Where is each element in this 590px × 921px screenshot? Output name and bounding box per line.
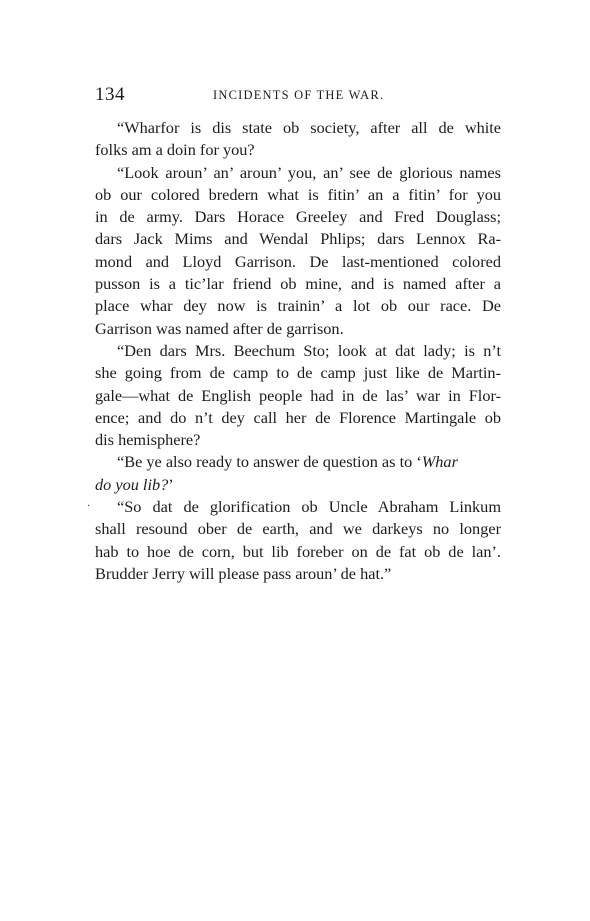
text-line: dars Jack Mims and Wendal Phlips; dars Lennox Ra- [95, 229, 501, 249]
paragraph [95, 117, 501, 162]
text-line: “So dat de glorification ob Uncle Abraham Linkum [117, 497, 501, 517]
text-line: dis hemisphere? [95, 430, 201, 450]
text-segment: ’ [168, 474, 174, 494]
running-title: INCIDENTS OF THE WAR. [213, 88, 385, 102]
text-line: mond and Lloyd Garrison. De last-mentioned colored [95, 251, 501, 271]
text-line: Garrison was named after de garrison. [95, 318, 344, 338]
text-line: hab to hoe de corn, but lib foreber on de fat ob de lan’. [95, 541, 501, 561]
text-line [95, 451, 501, 473]
text-line: gale—what de English people had in de las’ war in Flor- [95, 385, 501, 405]
text-line: folks am a doin for you? [95, 140, 255, 160]
stray-mark: · [87, 501, 91, 513]
text-line: ence; and do n’t dey call her de Florence Martingale ob [95, 407, 501, 427]
text-segment: “Be ye also ready to answer de question as to ‘ [117, 452, 422, 472]
text-line: “Look aroun’ an’ aroun’ you, an’ see de glorious names [117, 162, 501, 182]
paragraph [87, 496, 501, 585]
text-line: place whar dey now is trainin’ a lot ob our race. De [95, 296, 501, 316]
text-line: Brudder Jerry will please pass aroun’ de hat.” [95, 563, 392, 583]
text-line: ob our colored bredern what is fitin’ an a fitin’ for you [95, 184, 501, 204]
paragraph [95, 162, 501, 340]
italic-text: do you lib? [95, 474, 169, 494]
text-line: shall resound ober de earth, and we darkeys no longer [95, 519, 501, 539]
body-text [87, 117, 501, 585]
page-header [95, 84, 501, 106]
text-line: “Wharfor is dis state ob society, after all de white [117, 118, 501, 137]
page-number: 134 [95, 84, 125, 105]
paragraph [95, 451, 501, 496]
text-line: pusson is a tic’lar friend ob mine, and is named after a [95, 274, 501, 294]
text-line [95, 474, 501, 496]
text-line: “Den dars Mrs. Beechum Sto; look at dat lady; is n’t [117, 340, 501, 360]
paragraph [95, 340, 501, 451]
text-line: she going from de camp to de camp just like de Martin- [95, 363, 501, 383]
text-line: in de army. Dars Horace Greeley and Fred Douglass; [95, 207, 501, 227]
italic-text: Whar [421, 452, 458, 472]
